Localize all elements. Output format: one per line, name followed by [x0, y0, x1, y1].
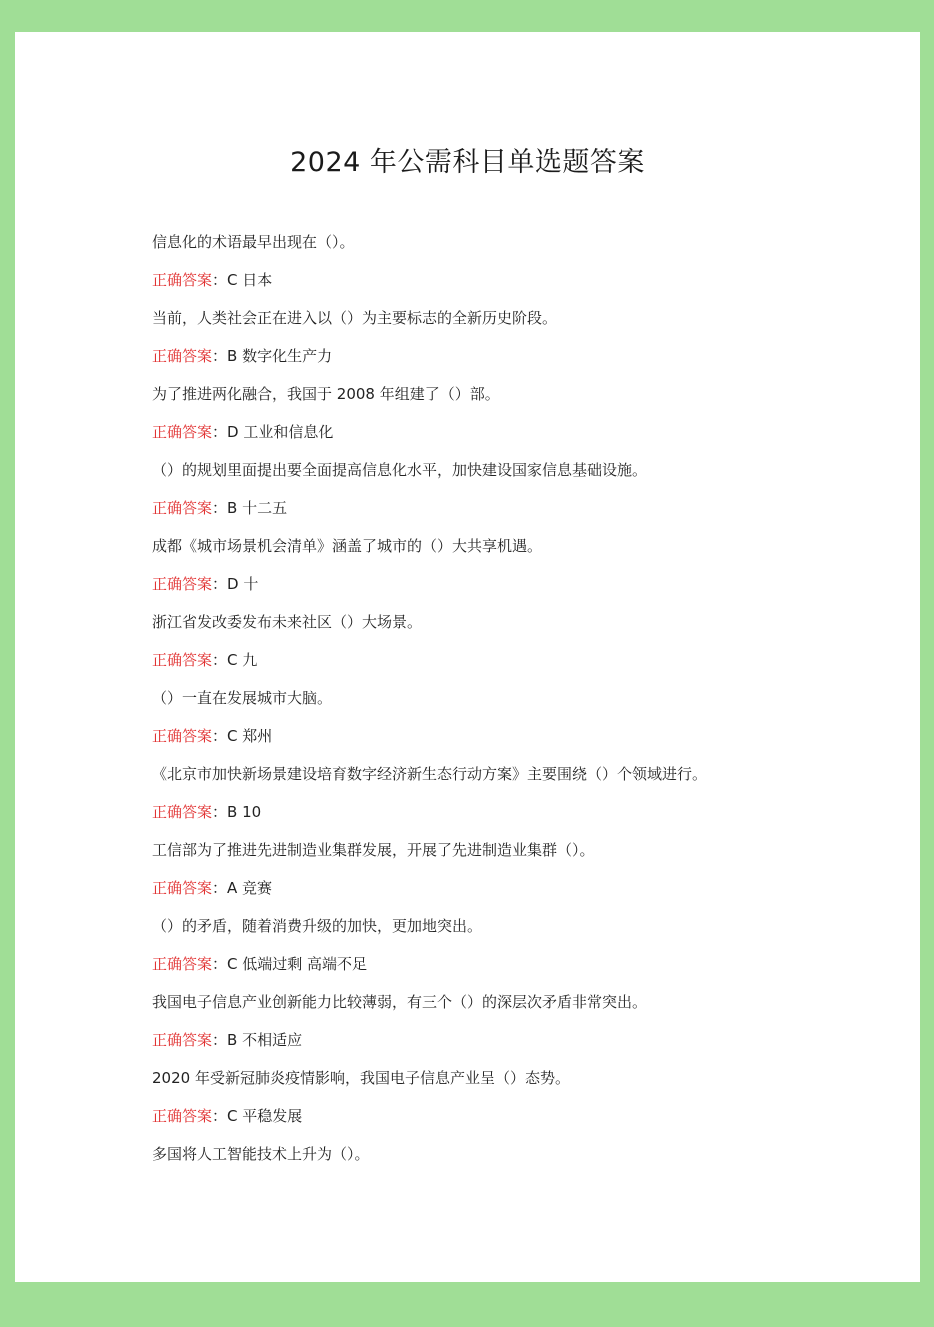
question-text: 成都《城市场景机会清单》涵盖了城市的（）大共享机遇。 — [152, 537, 543, 555]
answer-line — [152, 267, 852, 305]
answer-line — [152, 799, 852, 837]
question-text: （）一直在发展城市大脑。 — [152, 689, 333, 707]
answer-text: D 十 — [227, 575, 259, 593]
answer-separator: ： — [212, 803, 228, 821]
answer-label: 正确答案 — [152, 499, 213, 517]
answer-label: 正确答案 — [152, 879, 213, 897]
answer-separator: ： — [212, 879, 228, 897]
question-text: （）的矛盾，随着消费升级的加快，更加地突出。 — [152, 917, 483, 935]
page-title: 2024 年公需科目单选题答案 — [290, 147, 645, 178]
answer-line — [152, 951, 852, 989]
answer-line — [152, 875, 852, 913]
answer-line — [152, 1027, 852, 1065]
answer-separator: ： — [212, 575, 228, 593]
question-text: 《北京市加快新场景建设培育数字经济新生态行动方案》主要围绕（）个领域进行。 — [152, 765, 708, 783]
answer-label: 正确答案 — [152, 347, 213, 365]
answer-line — [152, 343, 852, 381]
answer-line — [152, 723, 852, 761]
answer-separator: ： — [212, 1107, 228, 1125]
answer-separator: ： — [212, 955, 228, 973]
answer-line — [152, 647, 852, 685]
answer-line — [152, 571, 852, 609]
answer-label: 正确答案 — [152, 423, 213, 441]
answer-separator: ： — [212, 271, 228, 289]
answer-separator: ： — [212, 347, 228, 365]
answer-text: C 日本 — [227, 271, 273, 289]
question-text: 工信部为了推进先进制造业集群发展，开展了先进制造业集群（）。 — [152, 841, 595, 859]
question-text: 信息化的术语最早出现在（）。 — [152, 233, 355, 251]
answer-label: 正确答案 — [152, 271, 213, 289]
answer-text: C 郑州 — [227, 727, 273, 745]
answer-label: 正确答案 — [152, 803, 213, 821]
question-text: （）的规划里面提出要全面提高信息化水平，加快建设国家信息基础设施。 — [152, 461, 648, 479]
answer-text: C 低端过剩 高端不足 — [227, 955, 368, 973]
question-text: 浙江省发改委发布未来社区（）大场景。 — [152, 613, 423, 631]
answer-line — [152, 1103, 852, 1141]
answer-label: 正确答案 — [152, 955, 213, 973]
question-text: 2020 年受新冠肺炎疫情影响，我国电子信息产业呈（）态势。 — [152, 1069, 570, 1087]
answer-label: 正确答案 — [152, 1107, 213, 1125]
answer-text: B 不相适应 — [227, 1031, 303, 1049]
answer-text: C 平稳发展 — [227, 1107, 303, 1125]
answer-label: 正确答案 — [152, 1031, 213, 1049]
answer-text: C 九 — [227, 651, 258, 669]
answer-separator: ： — [212, 499, 228, 517]
question-text: 为了推进两化融合，我国于 2008 年组建了（）部。 — [152, 385, 500, 403]
question-text: 我国电子信息产业创新能力比较薄弱，有三个（）的深层次矛盾非常突出。 — [152, 993, 648, 1011]
question-text: 当前，人类社会正在进入以（）为主要标志的全新历史阶段。 — [152, 309, 558, 327]
answer-text: B 十二五 — [227, 499, 288, 517]
answer-separator: ： — [212, 1031, 228, 1049]
question-text: 多国将人工智能技术上升为（）。 — [152, 1145, 370, 1163]
answer-line — [152, 419, 852, 457]
answer-text: D 工业和信息化 — [227, 423, 334, 441]
document-page — [15, 32, 920, 1282]
answer-separator: ： — [212, 423, 228, 441]
answer-text: B 数字化生产力 — [227, 347, 333, 365]
answer-separator: ： — [212, 651, 228, 669]
answer-label: 正确答案 — [152, 727, 213, 745]
answer-separator: ： — [212, 727, 228, 745]
answer-label: 正确答案 — [152, 651, 213, 669]
answer-line — [152, 495, 852, 533]
qa-list — [152, 229, 852, 1179]
answer-text: A 竞赛 — [227, 879, 273, 897]
answer-label: 正确答案 — [152, 575, 213, 593]
answer-text: B 10 — [227, 803, 262, 821]
